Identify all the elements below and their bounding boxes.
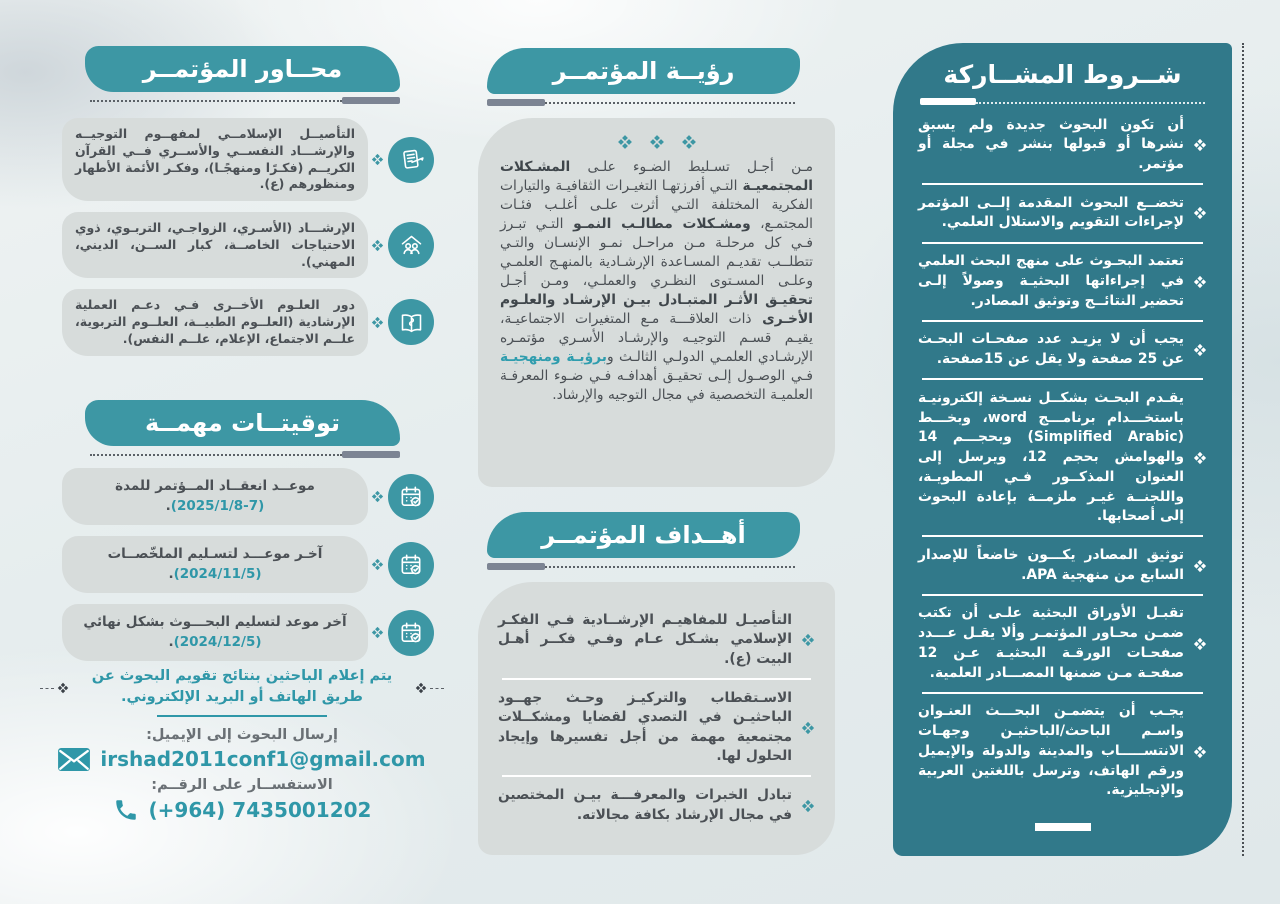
- timings-header-rule: [90, 450, 400, 458]
- condition-text: أن تكون البحوث جديدة ولم يسبق نشرها أو قبولها بنشر في مجلة أو مؤتمر.: [918, 116, 1184, 172]
- timing-label: آخر موعد لتسليم البحـــوث بشكل نهائي: [83, 614, 347, 631]
- theme-item-text: دور العلـوم الأخــرى فـي دعـم العملية الإرشادية (العلــوم الطبيــة، العلــوم التربوية، علــم الاجتماع، الإعلام، علــم النفس).: [62, 289, 368, 355]
- theme-item-gutter: [368, 299, 434, 345]
- condition-text: تعتمد البحـوث على منهج البحث العلمي في إجراءاتها البحثيـة وصولاً إلـى تحضير النتائــج وتوثيق المصادر.: [918, 253, 1184, 309]
- diamond-bullet-icon: [1193, 206, 1207, 220]
- vision-segment: فـي الوصـول إلـى تحقيـق أهدافـه فـي ضـوء المعرفـة العلميـة التخصصية في مجال التوجيه والإرشاد.: [500, 368, 813, 404]
- diamond-bullet-icon: [1193, 745, 1207, 759]
- diamond-bullet-icon: [371, 316, 384, 329]
- timing-item-gutter: [368, 542, 434, 588]
- diamond-bullet-icon: [371, 558, 384, 571]
- condition-text: تقبـل الأوراق البحثية علـى أن تكتب ضمـن محـاور المؤتمـر وألا يقـل عـــدد صفحـات الورقـة البحثيـة عـن 12 صفحـة مـن ضمنها المصـــادر العلمية.: [918, 605, 1184, 681]
- timings-header: [85, 400, 400, 446]
- objectives-header-rule: [487, 562, 795, 570]
- themes-header: [85, 46, 400, 92]
- timing-date: (2025/1/8-7): [170, 497, 265, 514]
- diamond-bullet-icon: [371, 153, 384, 166]
- email-row[interactable]: [40, 747, 444, 771]
- calendar-check-icon: [388, 542, 434, 588]
- vision-segment-accent: برؤيـة ومنهجيـة: [500, 349, 607, 366]
- solid-rule-bar: [920, 98, 976, 105]
- results-notice: يتم إعلام الباحثين بنتائج تقويم البحوث عن طريق الهاتف أو البريد الإلكتروني.: [91, 668, 393, 706]
- list-item: [62, 118, 434, 201]
- solid-rule-bar: [487, 99, 545, 106]
- vision-title: رؤيــة المؤتمــر: [552, 57, 735, 85]
- timing-period: .: [168, 565, 174, 582]
- list-item: [918, 244, 1207, 320]
- solid-rule-bar: [342, 97, 400, 104]
- vision-box: [478, 118, 835, 487]
- dash: [40, 688, 54, 689]
- timing-date: (2024/11/5): [173, 565, 262, 582]
- ornament-dash-icon: [415, 682, 444, 694]
- vision-segment: التـي تبـرز فـي كل مرحلـة مـن مراحـل نمـو الإنسـان والتـي تتطلــب تقديـم المسـاعدة الإرشـادية بالمنهـج العلمـي وعلـى المسـتوى النظـري والعملـي، ومـن أجـل: [500, 216, 813, 290]
- diamond-bullet-icon: [1193, 138, 1207, 152]
- condition-text: توثيق المصادر يكـــون خاضعاً للإصدار السابع من منهجية APA.: [918, 546, 1184, 583]
- list-item: [62, 604, 434, 661]
- vision-segment-bold: المشـكلات المجتمعيـة: [500, 159, 813, 195]
- themes-header-rule: [90, 96, 400, 104]
- dotted-edge-line: [1242, 43, 1244, 856]
- list-item: [498, 680, 815, 775]
- diamond-bullet-icon: [371, 239, 384, 252]
- diamond-ornament-icon: [415, 682, 427, 694]
- results-notice-wrap: [40, 666, 444, 708]
- ornament-icon: [681, 134, 697, 150]
- conditions-panel: [893, 43, 1232, 856]
- family-icon: [388, 222, 434, 268]
- diamond-bullet-icon: [371, 490, 384, 503]
- themes-list: [62, 118, 434, 367]
- panel-end-bar: [1035, 823, 1091, 831]
- list-item: [498, 777, 815, 834]
- list-item: [918, 322, 1207, 378]
- condition-text: يقـدم البحـث بشكــل نسـخة إلكترونيـة باستخـــدام برنامـــج word، وبخـــط (Simplified Arabic) وبحجـــم 14 والهوامش بحجم 12، ويرسل إلى العنوان المذكــور فـي المطويـة، واللجنــة غيـر ملزمــة بإعادة البحوث إلى أصحابها.: [918, 389, 1185, 525]
- diamond-bullet-icon: [1193, 451, 1207, 465]
- diamond-bullet-icon: [1193, 343, 1207, 357]
- objectives-box: [478, 582, 835, 855]
- calendar-check-icon: [388, 610, 434, 656]
- conditions-title: شــروط المشــاركة: [943, 60, 1182, 89]
- email-label: إرسال البحوث إلى الإيميل:: [146, 727, 338, 744]
- theme-item-gutter: [368, 222, 434, 268]
- objective-text: الاسـتقطاب والتركيـز وحـث جهــود الباحثيـن في التصدي لقضايا ومشكــلات مجتمعية مهمة من أجل تفسيرها وإيجاد الحلول لها.: [498, 689, 792, 764]
- solid-rule-bar: [342, 451, 400, 458]
- timing-item-text: [62, 468, 368, 525]
- envelope-icon: [58, 748, 90, 771]
- dotted-rule: [90, 100, 342, 102]
- timing-item-gutter: [368, 610, 434, 656]
- vision-header-rule: [487, 98, 795, 106]
- timing-period: .: [168, 633, 174, 650]
- phone-label: الاستفســار على الرقــم:: [151, 777, 333, 794]
- condition-text: يجب أن لا يزيـد عدد صفحـات البحـث عن 25 صفحة ولا يقل عن 15صفحة.: [918, 331, 1184, 368]
- objective-text: التأصيـل للمفاهيـم الإرشــادية فـي الفكـر الإسلامي بشـكل عـام وفـي فكــر أهـل البيت (ع).: [498, 612, 792, 667]
- objectives-title: أهــداف المؤتمــر: [541, 521, 746, 549]
- list-item: [918, 107, 1207, 183]
- list-item: [918, 694, 1207, 810]
- quran-pen-icon: [388, 137, 434, 183]
- condition-text: تخضــع البحوث المقدمة إلــى المؤتمر لإجراءات التقويم والاستلال العلمي.: [918, 194, 1184, 231]
- list-item: [918, 380, 1207, 535]
- themes-title: محــاور المؤتمــر: [142, 55, 343, 83]
- calendar-check-icon: [388, 474, 434, 520]
- theme-item-text: الإرشـــاد (الأسـري، الزواجـي، التربـوي، ذوي الاحتياجات الخاصــة، كبار الســن، الديني، المهني).: [62, 212, 368, 278]
- timing-item-text: [62, 604, 368, 661]
- timing-item-text: [62, 536, 368, 593]
- contact-block: [40, 666, 444, 829]
- list-item: [918, 596, 1207, 692]
- timings-list: [62, 468, 434, 672]
- timing-date: (2024/12/5): [173, 633, 262, 650]
- timing-label: آخـر موعـــد لتسـليم الملخّصــات: [107, 546, 323, 563]
- sciences-book-icon: [388, 299, 434, 345]
- ornament-row: [500, 134, 813, 150]
- diamond-ornament-icon: [57, 682, 69, 694]
- phone-icon: [113, 797, 139, 823]
- email-address[interactable]: irshad2011conf1@gmail.com: [100, 747, 426, 772]
- solid-rule-bar: [487, 563, 545, 570]
- list-item: [62, 212, 434, 278]
- objectives-header: [487, 512, 800, 558]
- vision-paragraph: [500, 158, 813, 405]
- dotted-rule: [90, 454, 342, 456]
- dotted-rule: [976, 102, 1205, 104]
- timing-period: .: [165, 497, 171, 514]
- diamond-bullet-icon: [801, 633, 815, 647]
- ornament-icon: [649, 134, 665, 150]
- diamond-bullet-icon: [371, 626, 384, 639]
- vision-segment: ذات العلاقـــة مـع المتغيرات الاجتماعيـة، يقيـم قسـم التوجيـه والإرشـاد الأسـري مؤتمـره الإرشـادي العلمـي الدولـي الثالـث و: [500, 311, 813, 366]
- dotted-rule: [545, 102, 795, 104]
- list-item: [62, 289, 434, 355]
- vision-header: [487, 48, 800, 94]
- list-item: [62, 536, 434, 593]
- timings-title: توقيتــات مهمــة: [144, 409, 340, 437]
- dotted-rule: [545, 566, 795, 568]
- diamond-bullet-icon: [801, 721, 815, 735]
- theme-item-text: التأصيــل الإسلامــي لمفهــوم التوجيــه والإرشـــاد النفســي والأســري فــي القرآن الكريــم (فكـرًا ومنهجًـا)، وفكـر الأئمة الأطهار ومنظورهم (ع).: [62, 118, 368, 201]
- diamond-bullet-icon: [801, 799, 815, 813]
- list-item: [918, 185, 1207, 241]
- diamond-bullet-icon: [1193, 275, 1207, 289]
- vision-segment-bold: ومشـكلات مطالـب النمـو: [563, 216, 751, 233]
- phone-number[interactable]: (+964) 7435001202: [148, 798, 372, 823]
- diamond-bullet-icon: [1193, 559, 1207, 573]
- diamond-bullet-icon: [1193, 637, 1207, 651]
- conditions-title-rule: [920, 98, 1205, 105]
- list-item: [62, 468, 434, 525]
- timing-label: موعــد انعقــاد المــؤتمر للمدة: [115, 478, 315, 494]
- phone-row[interactable]: [40, 797, 444, 823]
- timing-item-gutter: [368, 474, 434, 520]
- list-item: [918, 537, 1207, 593]
- dash: [430, 688, 444, 689]
- ornament-icon: [617, 134, 633, 150]
- theme-item-gutter: [368, 137, 434, 183]
- objective-text: تبادل الخبرات والمعرفـــة بيـن المختصين في مجال الإرشاد بكافة مجالاته.: [498, 787, 792, 823]
- vision-segment-bold: تحقيـق الأثـر المتبـادل بيـن الإرشـاد والعلـوم الأخـرى: [500, 292, 813, 328]
- list-item: [498, 602, 815, 678]
- vision-segment: مـن أجـل تسـليط الضـوء علـى: [570, 159, 813, 175]
- vision-segment: التـي أفرزتهـا التغيـرات الثقافيـة والتيارات الفكرية المختلفة التـي أثرت علـى أغلـب فئـات المجتمـع،: [500, 178, 813, 233]
- ornament-dash-icon: [40, 682, 69, 694]
- divider: [157, 715, 327, 717]
- condition-text: يجـب أن يتضمـن البحـــث العنـوان واسـم الباحث/الباحثيـن وجهـات الانتســـــاب والمدينة والدولة والإيميل ورقم الهاتف، وترسل باللغتين العربية والإنجليزية.: [918, 703, 1184, 799]
